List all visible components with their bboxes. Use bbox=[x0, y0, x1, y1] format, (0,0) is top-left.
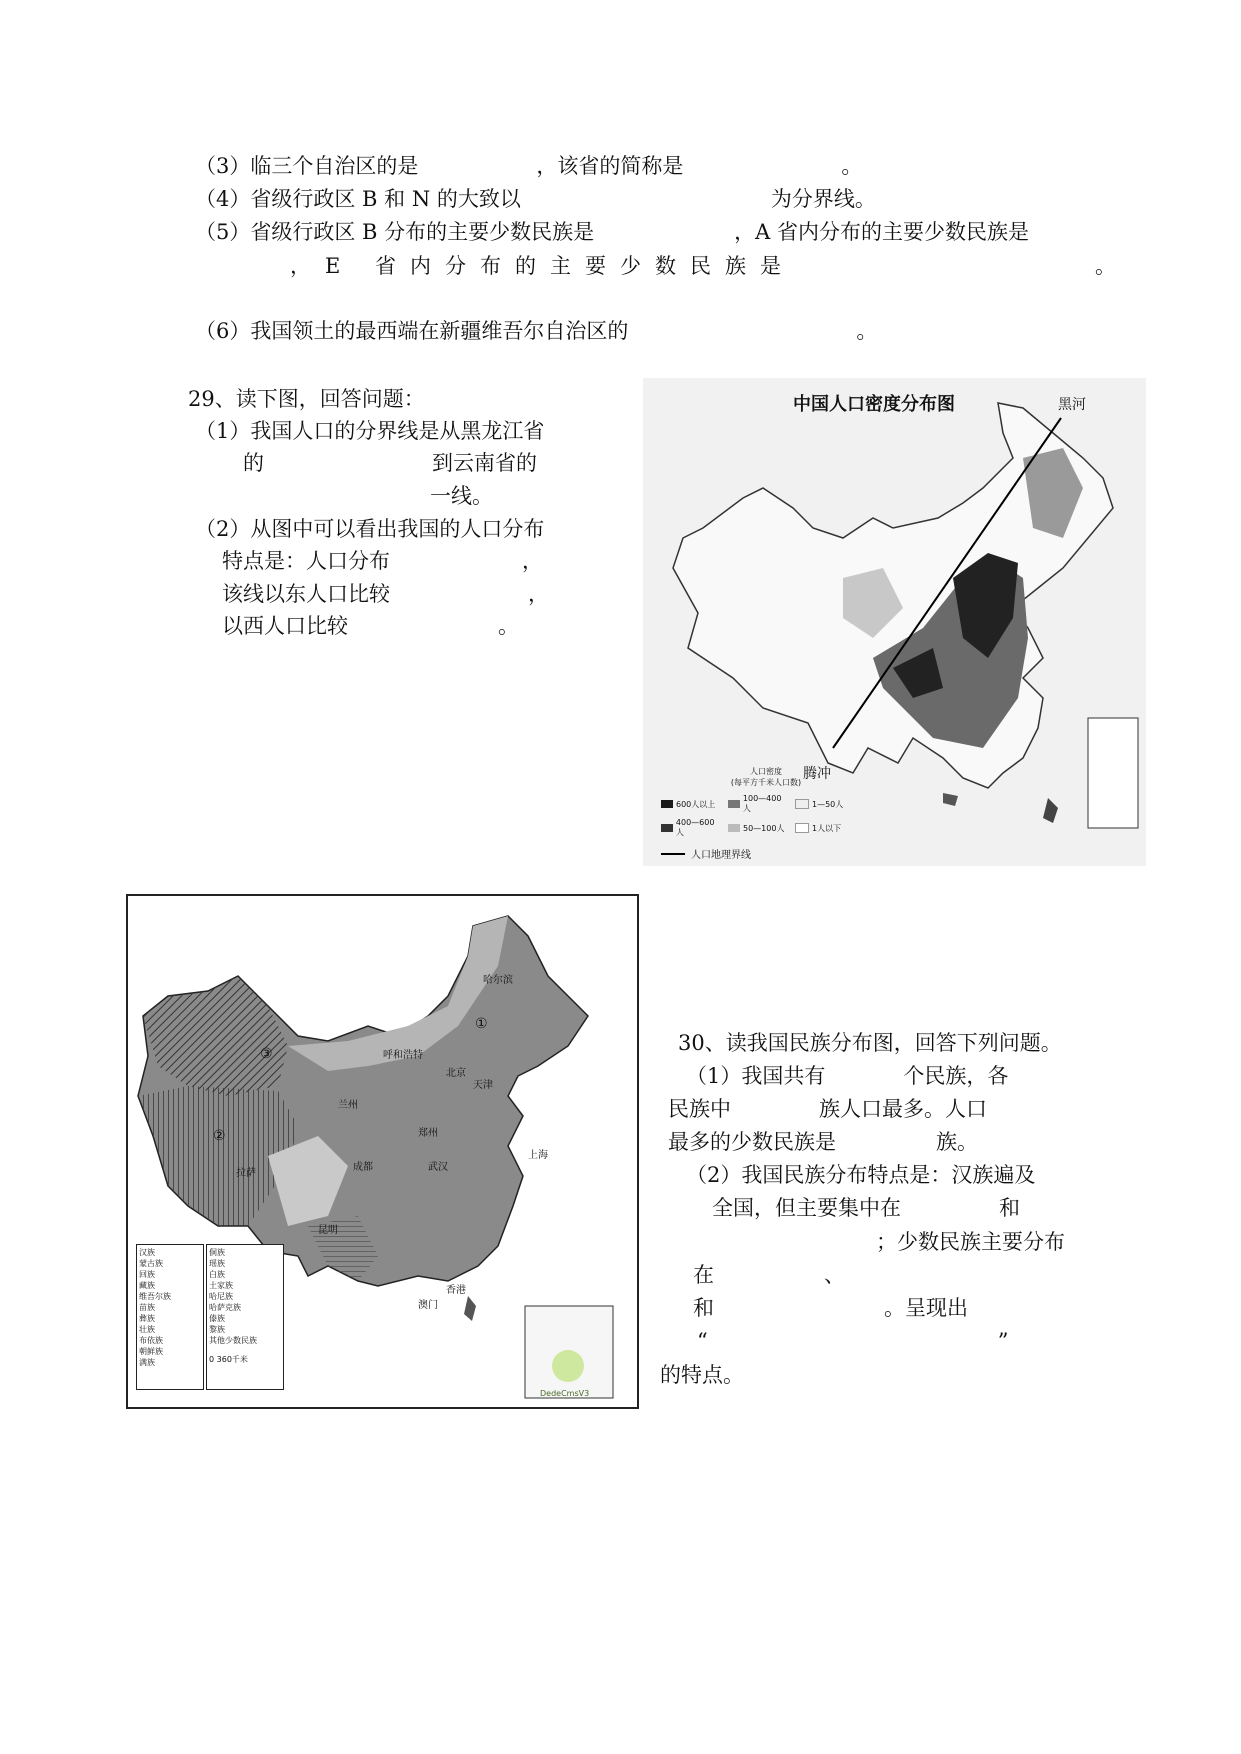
hainan-island bbox=[943, 793, 958, 806]
q28-item6 bbox=[195, 318, 877, 344]
south-sea-inset bbox=[1088, 718, 1138, 828]
scale-bar: 0 360千米 bbox=[209, 1355, 248, 1364]
q29-p2-line2-a: 特点是：人口分布 bbox=[222, 549, 390, 573]
legend-entry: 土家族 bbox=[209, 1281, 233, 1290]
city-kunming: 昆明 bbox=[318, 1225, 338, 1236]
city-shanghai: 上海 bbox=[528, 1150, 548, 1161]
q30-p2-line5-b: 。呈现出 bbox=[884, 1296, 968, 1320]
city-lhasa: 拉萨 bbox=[236, 1168, 256, 1179]
q30-p2-line7: 的特点。 bbox=[660, 1363, 744, 1387]
legend-entry: 哈尼族 bbox=[209, 1292, 233, 1301]
taiwan-island bbox=[464, 1296, 476, 1321]
legend-entry: 苗族 bbox=[139, 1303, 155, 1312]
q29-p1-line3: 一线。 bbox=[430, 484, 493, 508]
q30-p2-line4-a: 在 bbox=[693, 1263, 714, 1287]
city-lanzhou: 兰州 bbox=[338, 1100, 358, 1111]
legend-left bbox=[136, 1244, 204, 1390]
legend-entry: 朝鲜族 bbox=[139, 1347, 163, 1356]
legend-swatch bbox=[795, 799, 809, 809]
q29-p2-line3 bbox=[222, 581, 549, 607]
city-beijing: 北京 bbox=[446, 1068, 466, 1079]
q28-item5-text-c: ，E 省内分布的主要少数民族是 bbox=[290, 254, 796, 278]
q30-title: 30、读我国民族分布图，回答下列问题。 bbox=[678, 1031, 1062, 1055]
q29-p2-line4-a: 以西人口比较 bbox=[222, 614, 348, 638]
q29-p1-line1: （1）我国人口的分界线是从黑龙江省 bbox=[195, 419, 545, 443]
q28-item5-text-b: ，A 省内分布的主要少数民族是 bbox=[734, 220, 1029, 244]
q30-p2-line3: ；少数民族主要分布 bbox=[876, 1230, 1065, 1254]
legend-entry: 侗族 bbox=[209, 1248, 225, 1257]
taiwan-island bbox=[1043, 798, 1058, 823]
legend-entry: 布依族 bbox=[139, 1336, 163, 1345]
population-density-map bbox=[643, 378, 1146, 866]
legend-right bbox=[206, 1244, 284, 1390]
legend-swatch bbox=[661, 800, 673, 808]
legend-title: 人口密度 bbox=[750, 767, 782, 776]
legend-swatch bbox=[728, 824, 740, 832]
legend-entry: 藏族 bbox=[139, 1281, 155, 1290]
q30-p1-line3 bbox=[668, 1129, 978, 1155]
legend-item: 50—100人 bbox=[728, 818, 789, 838]
q30-p1-line2-a: 民族中 bbox=[668, 1097, 731, 1121]
q28-item4-text-a: （4）省级行政区 B 和 N 的大致以 bbox=[195, 187, 521, 211]
legend-entry: 维吾尔族 bbox=[139, 1292, 171, 1301]
q30-p2-line6 bbox=[697, 1328, 1009, 1354]
legend-swatch bbox=[795, 823, 809, 833]
q30-p1-line3-b: 族。 bbox=[936, 1130, 978, 1154]
q29-p1-line2-a: 的 bbox=[243, 451, 264, 475]
label-tengchong: 腾冲 bbox=[803, 766, 831, 782]
legend-entry: 彝族 bbox=[139, 1314, 155, 1323]
legend-item: 100—400人 bbox=[728, 794, 789, 814]
q29-p1-line2-b: 到云南省的 bbox=[432, 451, 537, 475]
legend-entry: 黎族 bbox=[209, 1325, 225, 1334]
city-tianjin: 天津 bbox=[473, 1080, 493, 1091]
q29-p2-line2-b: ， bbox=[522, 549, 543, 573]
city-hohhot: 呼和浩特 bbox=[383, 1050, 423, 1061]
q29-p2-line3-a: 该线以东人口比较 bbox=[222, 582, 390, 606]
q28-item5-text-a: （5）省级行政区 B 分布的主要少数民族是 bbox=[195, 220, 595, 244]
ethnic-distribution-map bbox=[126, 894, 639, 1409]
q30-p2-line6-b: ” bbox=[997, 1329, 1009, 1353]
legend-entry: 瑶族 bbox=[209, 1259, 225, 1268]
q30-p1-line1 bbox=[686, 1063, 1008, 1089]
watermark-text: DedeCmsV3 bbox=[540, 1389, 590, 1398]
q28-item6-text-a: （6）我国领土的最西端在新疆维吾尔自治区的 bbox=[195, 319, 629, 343]
q30-p2-line4-b: 、 bbox=[824, 1263, 845, 1287]
q30-p2-line4 bbox=[693, 1262, 845, 1288]
q30-p2-line6-a: “ bbox=[697, 1329, 708, 1353]
legend-entry: 傣族 bbox=[209, 1314, 225, 1323]
q30-p1-line1-b: 个民族，各 bbox=[903, 1064, 1009, 1088]
city-wuhan: 武汉 bbox=[428, 1162, 448, 1173]
q29-p2-line4-b: 。 bbox=[498, 614, 519, 638]
legend-entry: 白族 bbox=[209, 1270, 225, 1279]
city-hongkong: 香港 bbox=[446, 1285, 466, 1296]
legend-item: 1人以下 bbox=[795, 818, 856, 838]
q28-item5 bbox=[195, 219, 1029, 245]
legend-entry: 壮族 bbox=[139, 1325, 155, 1334]
legend-entry: 回族 bbox=[139, 1270, 155, 1279]
q28-item3-text-c: 。 bbox=[841, 154, 863, 178]
q28-item4 bbox=[195, 186, 876, 212]
label-heihe: 黑河 bbox=[1058, 397, 1086, 413]
legend-entry: 满族 bbox=[139, 1358, 155, 1367]
q30-p2-line2 bbox=[712, 1195, 1020, 1221]
q30-p2-line5 bbox=[693, 1295, 968, 1321]
q28-item3 bbox=[195, 153, 862, 179]
city-chengdu: 成都 bbox=[353, 1162, 373, 1173]
q28-item3-text-a: （3）临三个自治区的是 bbox=[195, 154, 419, 178]
q29-p2-line4 bbox=[222, 613, 519, 639]
marker-1: ① bbox=[475, 1016, 488, 1032]
q30-p1-line2-b: 族人口最多。人口 bbox=[819, 1097, 987, 1121]
city-zhengzhou: 郑州 bbox=[418, 1128, 438, 1139]
legend-boundary-line: 人口地理界线 bbox=[661, 846, 841, 861]
legend-swatch bbox=[728, 800, 740, 808]
legend-entry: 蒙古族 bbox=[139, 1259, 163, 1268]
watermark-logo bbox=[552, 1350, 584, 1382]
marker-2: ② bbox=[213, 1128, 226, 1144]
q30-p2-line1: （2）我国民族分布特点是：汉族遍及 bbox=[686, 1163, 1036, 1187]
legend-item: 400—600人 bbox=[661, 818, 722, 838]
legend-subtitle: (每平方千米人口数) bbox=[730, 778, 802, 787]
legend-line-symbol bbox=[661, 853, 685, 855]
q30-p1-line3-a: 最多的少数民族是 bbox=[668, 1130, 836, 1154]
q28-item3-text-b: ，该省的简称是 bbox=[536, 154, 684, 178]
q29-p2-line1: （2）从图中可以看出我国的人口分布 bbox=[195, 517, 545, 541]
q29-p2-line2 bbox=[222, 548, 543, 574]
legend-item: 1—50人 bbox=[795, 794, 856, 814]
q29-title: 29、读下图，回答问题： bbox=[188, 387, 425, 411]
legend-entry: 其他少数民族 bbox=[209, 1336, 257, 1345]
q30-p1-line2 bbox=[668, 1096, 987, 1122]
q28-item4-text-b: 为分界线。 bbox=[770, 187, 876, 211]
legend-item: 600人以上 bbox=[661, 794, 722, 814]
legend-entry: 哈萨克族 bbox=[209, 1303, 241, 1312]
legend-swatch bbox=[661, 824, 673, 832]
q30-p2-line2-b: 和 bbox=[999, 1196, 1020, 1220]
city-macau: 澳门 bbox=[418, 1300, 438, 1311]
q30-p1-line1-a: （1）我国共有 bbox=[686, 1064, 826, 1088]
map-title: 中国人口密度分布图 bbox=[793, 394, 955, 415]
marker-3: ③ bbox=[260, 1046, 273, 1062]
q28-item5-cont bbox=[290, 253, 1116, 279]
q29-p1-line2 bbox=[243, 450, 537, 476]
q28-item6-text-b: 。 bbox=[856, 319, 878, 343]
q28-item5-text-d: 。 bbox=[1095, 254, 1117, 278]
q29-p2-line3-b: ， bbox=[528, 582, 549, 606]
legend-entry: 汉族 bbox=[139, 1248, 155, 1257]
q30-p2-line5-a: 和 bbox=[693, 1296, 714, 1320]
q30-p2-line2-a: 全国，但主要集中在 bbox=[712, 1196, 901, 1220]
city-harbin: 哈尔滨 bbox=[483, 975, 513, 986]
map-legend bbox=[661, 766, 844, 861]
